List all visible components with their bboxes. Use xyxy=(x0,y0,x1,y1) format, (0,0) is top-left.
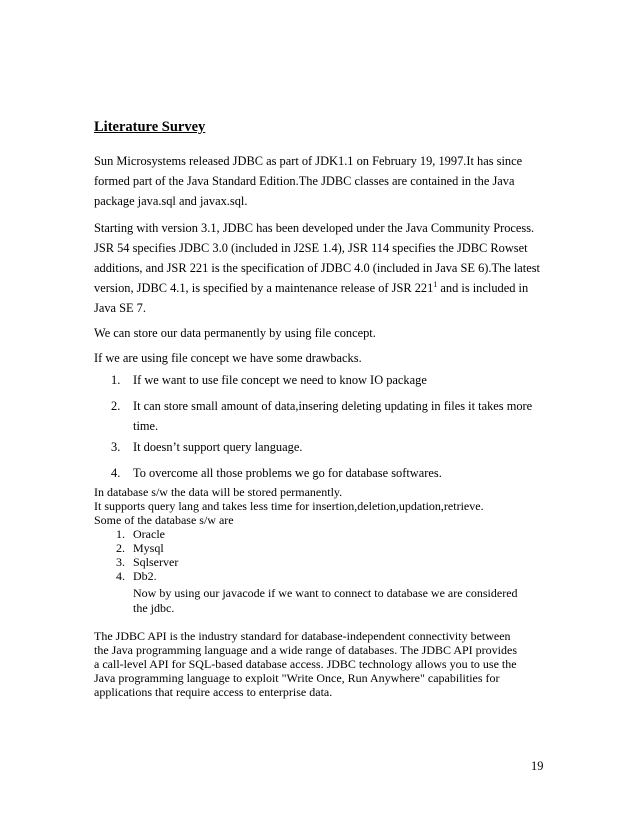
list-item-text: If we want to use file concept we need to know IO package xyxy=(133,373,427,387)
text-line: It supports query lang and takes less time for insertion,deletion,updation,retrieve. xyxy=(94,499,484,513)
text-fragment: version, JDBC 4.1, is specified by a maintenance release of JSR 221 xyxy=(94,281,434,295)
text-line: the Java programming language and a wide range of databases. The JDBC API provides xyxy=(94,643,517,657)
list-item-text: Mysql xyxy=(133,541,164,555)
list-item-text: To overcome all those problems we go for database softwares. xyxy=(133,466,442,480)
text-line: If we are using file concept we have some drawbacks. xyxy=(94,351,362,365)
footnote-reference[interactable]: 1 xyxy=(433,279,438,289)
text-line: Some of the database s/w are xyxy=(94,513,234,527)
list-item-text: Sqlserver xyxy=(133,555,179,569)
paragraph-file-concept xyxy=(94,323,554,343)
text-line: additions, and JSR 221 is the specification of JDBC 4.0 (included in Java SE 6).The latest xyxy=(94,261,540,275)
page-number: 19 xyxy=(531,759,544,773)
text-fragment: and is included in xyxy=(437,281,529,295)
paragraph-drawbacks-intro xyxy=(94,348,554,368)
text-line: Starting with version 3.1, JDBC has been developed under the Java Community Process. xyxy=(94,221,535,235)
text-line: The JDBC API is the industry standard for database-independent connectivity between xyxy=(94,629,511,643)
text-line: Java SE 7. xyxy=(94,301,146,315)
text-line: We can store our data permanently by using file concept. xyxy=(94,326,376,340)
text-line xyxy=(94,278,554,298)
list-number: 4. xyxy=(116,569,125,583)
text-line: formed part of the Java Standard Edition.The JDBC classes are contained in the Java xyxy=(94,174,515,188)
list-number: 3. xyxy=(116,555,125,569)
list-number: 2. xyxy=(116,541,125,555)
paragraph-jdbc-api xyxy=(94,629,564,699)
text-line: Java programming language to exploit "Write Once, Run Anywhere" capabilities for xyxy=(94,671,500,685)
list-item-text: time. xyxy=(133,419,159,433)
paragraph-jdbc-versions xyxy=(94,218,554,318)
list-item-text: Oracle xyxy=(133,527,165,541)
list-item-text: Db2. xyxy=(133,569,157,583)
list-item-text: Now by using our javacode if we want to connect to database we are considered xyxy=(133,586,518,600)
list-number: 3. xyxy=(111,440,121,454)
paragraph-database-intro xyxy=(94,485,564,527)
list-number: 2. xyxy=(111,399,121,413)
list-number: 1. xyxy=(111,373,121,387)
list-item-text: It can store small amount of data,insering deleting updating in files it takes more xyxy=(133,399,533,413)
text-line: applications that require access to enterprise data. xyxy=(94,685,333,699)
text-line: Sun Microsystems released JDBC as part of JDK1.1 on February 19, 1997.It has since xyxy=(94,154,523,168)
text-line: In database s/w the data will be stored permanently. xyxy=(94,485,343,499)
list-item-text: It doesn’t support query language. xyxy=(133,440,303,454)
list-number: 1. xyxy=(116,527,125,541)
text-line: a call-level API for SQL-based database access. JDBC technology allows you to use the xyxy=(94,657,517,671)
text-line: JSR 54 specifies JDBC 3.0 (included in J2SE 1.4), JSR 114 specifies the JDBC Rowset xyxy=(94,241,528,255)
text-line: package java.sql and javax.sql. xyxy=(94,194,248,208)
paragraph-jdbc-history xyxy=(94,151,554,211)
list-number: 4. xyxy=(111,466,121,480)
section-heading: Literature Survey xyxy=(94,119,206,135)
list-item-text: the jdbc. xyxy=(133,601,175,615)
